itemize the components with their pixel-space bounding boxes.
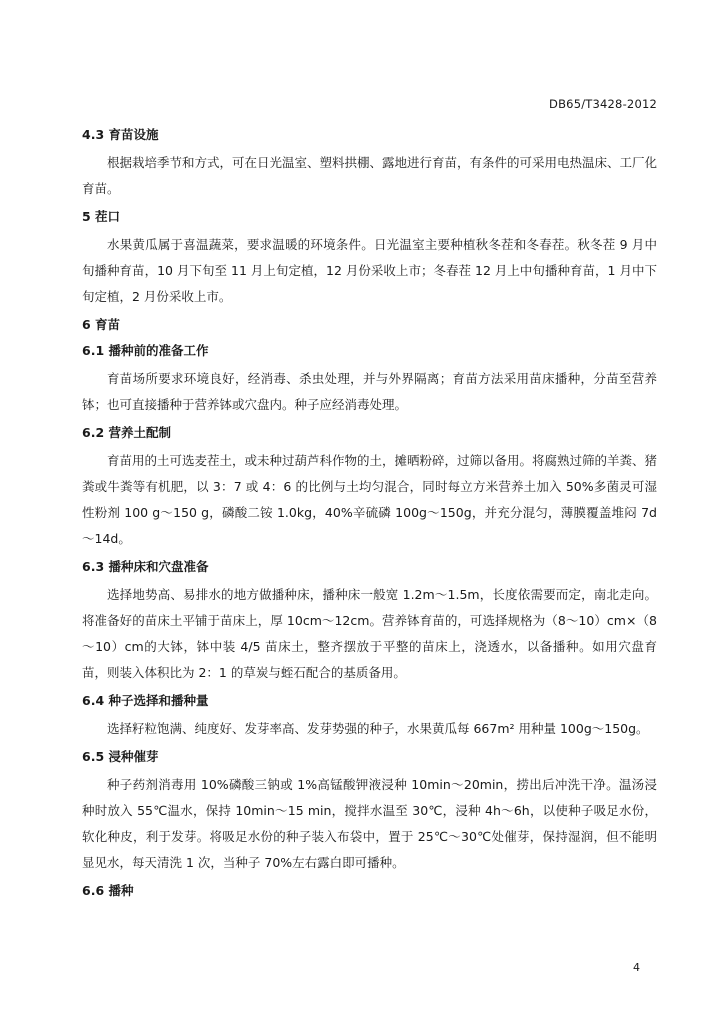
section-heading-4-3: 4.3 育苗设施 — [82, 127, 159, 142]
section-heading-6-6: 6.6 播种 — [82, 883, 134, 898]
section-heading-6: 6 育苗 — [82, 317, 121, 332]
section-paragraph: 育苗场所要求环境良好，经消毒、杀虫处理，并与外界隔离；育苗方法采用苗床播种，分苗至营养钵；也可直接播种于营养钵或穴盘内。种子应经消毒处理。 — [82, 371, 657, 412]
section-paragraph: 种子药剂消毒用 10%磷酸三钠或 1%高锰酸钾液浸种 10min～20min，捞出后冲洗干净。温汤浸种时放入 55℃温水，保持 10min～15 min，搅拌水温至 30℃，浸种 4h～6h，以使种子吸足水份，软化种皮，利于发芽。将吸足水份的种子装入布袋中，置于 25℃～30℃处催芽，保持湿润，但不能明显见水，每天清洗 1 次，当种子 70%左右露白即可播种。 — [82, 777, 657, 870]
section-paragraph: 选择籽粒饱满、纯度好、发芽率高、发芽势强的种子，水果黄瓜每 667m² 用种量 100g～150g。 — [107, 721, 649, 736]
section-heading-6-5: 6.5 浸种催芽 — [82, 749, 159, 764]
section-heading-6-3: 6.3 播种床和穴盘准备 — [82, 559, 209, 574]
section-heading-5: 5 茬口 — [82, 209, 121, 224]
section-heading-6-2: 6.2 营养土配制 — [82, 425, 171, 440]
section-heading-6-1: 6.1 播种前的准备工作 — [82, 343, 209, 358]
section-paragraph: 选择地势高、易排水的地方做播种床，播种床一般宽 1.2m～1.5m，长度依需要而定，南北走向。将准备好的苗床土平铺于苗床上，厚 10cm～12cm。营养钵育苗的，可选择规格为（8～10）cm×（8～10）cm的大钵，钵中装 4/5 苗床土，整齐摆放于平整的苗床上，浇透水，以备播种。如用穴盘育苗，则装入体积比为 2：1 的草炭与蛭石配合的基质备用。 — [82, 587, 657, 680]
section-paragraph: 水果黄瓜属于喜温蔬菜，要求温暖的环境条件。日光温室主要种植秋冬茬和冬春茬。秋冬茬 9 月中旬播种育苗，10 月下旬至 11 月上旬定植，12 月份采收上市；冬春茬 12 月上中旬播种育苗，1 月中下旬定植，2 月份采收上市。 — [82, 237, 657, 304]
section-paragraph: 根据栽培季节和方式，可在日光温室、塑料拱棚、露地进行育苗，有条件的可采用电热温床、工厂化育苗。 — [82, 155, 658, 196]
section-heading-6-4: 6.4 种子选择和播种量 — [82, 693, 209, 708]
document-code: DB65/T3428-2012 — [549, 97, 657, 111]
document-body — [82, 126, 657, 900]
section-paragraph: 育苗用的土可选麦茬土，或未种过葫芦科作物的土，摊晒粉碎，过筛以备用。将腐熟过筛的羊粪、猪粪或牛粪等有机肥，以 3：7 或 4：6 的比例与土均匀混合，同时每立方米营养土加入 50%多菌灵可湿性粉剂 100 g～150 g，磷酸二铵 1.0kg，40%辛硫磷 100g～150g，并充分混匀，薄膜覆盖堆闷 7d～14d。 — [82, 453, 658, 546]
page-number: 4 — [633, 961, 640, 974]
